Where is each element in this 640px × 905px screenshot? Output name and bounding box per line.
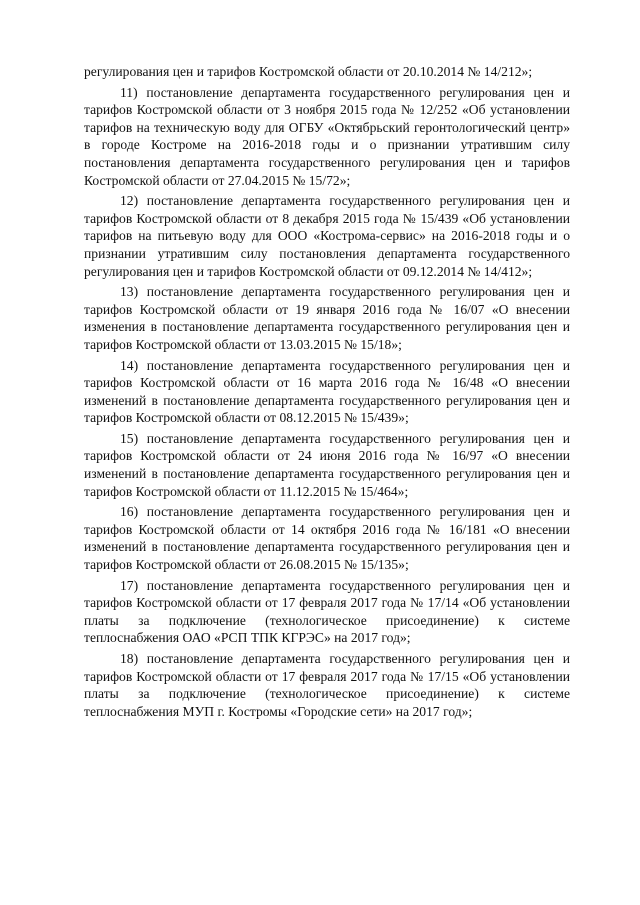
list-item-16: 16) постановление департамента государственного регулирования цен и тарифов Костромской области от 14 октября 2016 года № 16/181 «О внесении изменений в постановление департамента государственного регулирования цен и тарифов Костромской области от 26.08.2015 № 15/135»;	[84, 504, 570, 573]
list-item-18: 18) постановление департамента государственного регулирования цен и тарифов Костромской области от 17 февраля 2017 года № 17/15 «Об установлении платы за подключение (технологическое присоединение) к системе теплоснабжения МУП г. Костромы «Городские сети» на 2017 год»;	[84, 651, 570, 719]
document-page	[84, 63, 570, 723]
list-item-14: 14) постановление департамента государственного регулирования цен и тарифов Костромской области от 16 марта 2016 года № 16/48 «О внесении изменений в постановление департамента государственного регулирования цен и тарифов Костромской области от 08.12.2015 № 15/439»;	[84, 357, 570, 426]
paragraph-continuation: регулирования цен и тарифов Костромской области от 20.10.2014 № 14/212»;	[84, 64, 533, 79]
list-item-13: 13) постановление департамента государственного регулирования цен и тарифов Костромской области от 19 января 2016 года № 16/07 «О внесении изменения в постановление департамента государственного регулирования цен и тарифов Костромской области от 13.03.2015 № 15/18»;	[84, 284, 570, 352]
list-item-12: 12) постановление департамента государственного регулирования цен и тарифов Костромской области от 8 декабря 2015 года № 15/439 «Об установлении тарифов на питьевую воду для ООО «Кострома-сервис» на 2016-2018 годы и о признании утратившим силу постановления департамента государственного регулирования цен и тарифов Костромской области от 09.12.2014 № 14/412»;	[84, 193, 570, 279]
list-item-17: 17) постановление департамента государственного регулирования цен и тарифов Костромской области от 17 февраля 2017 года № 17/14 «Об установлении платы за подключение (технологическое присоединение) к системе теплоснабжения ОАО «РСП ТПК КГРЭС» на 2017 год»;	[84, 577, 570, 646]
list-item-15: 15) постановление департамента государственного регулирования цен и тарифов Костромской области от 24 июня 2016 года № 16/97 «О внесении изменений в постановление департамента государственного регулирования цен и тарифов Костромской области от 11.12.2015 № 15/464»;	[84, 430, 570, 499]
list-item-11: 11) постановление департамента государственного регулирования цен и тарифов Костромской области от 3 ноября 2015 года № 12/252 «Об установлении тарифов на техническую воду для ОГБУ «Октябрьский геронтологический центр» в городе Костроме на 2016-2018 годы и о признании утратившим силу постановления департамента государственного регулирования цен и тарифов Костромской области от 27.04.2015 № 15/72»;	[84, 84, 570, 188]
